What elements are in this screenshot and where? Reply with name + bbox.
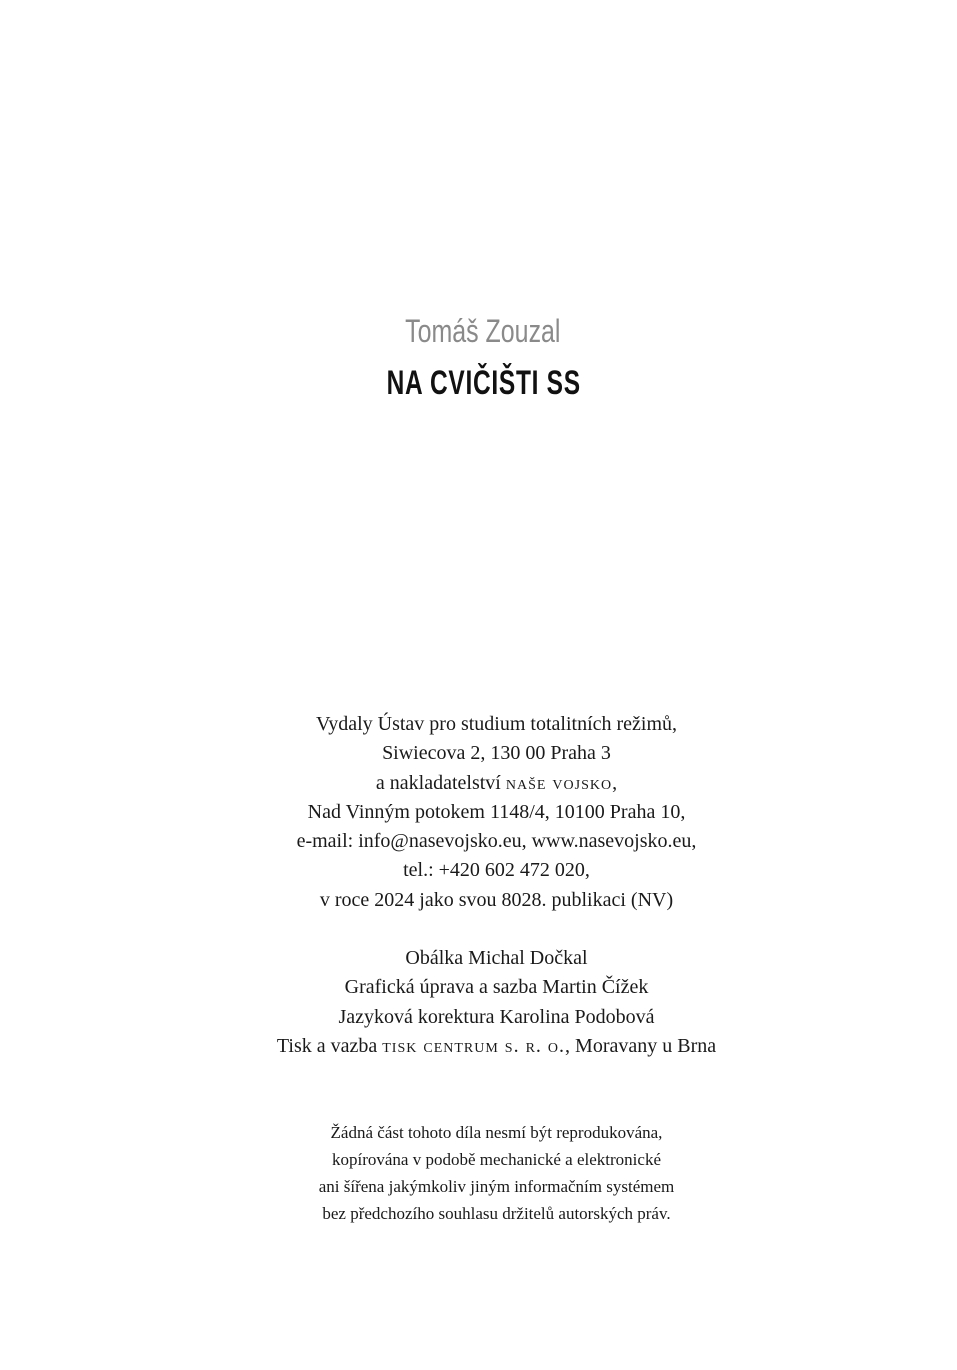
rights-line-2: kopírována v podobě mechanické a elektronické [331,1150,661,1169]
imprint-line-email: e-mail: info@nasevojsko.eu, www.nasevojsko.eu, [296,830,697,853]
imprint-copublisher-prefix: a nakladatelství [375,771,506,794]
imprint-line-publisher: Vydaly Ústav pro studium totalitních režimů, [315,713,678,735]
rights-line-1: Žádná část tohoto díla nesmí být reprodukována, [330,1123,663,1142]
rights-line-3: ani šířena jakýmkoliv jiným informačním systémem [318,1177,675,1196]
credit-print-suffix: , Moravany u Brna [565,1034,717,1057]
book-title: NA CVIČIŠTI SS [386,364,581,402]
imprint-line-phone: tel.: +420 602 472 020, [403,859,590,882]
credit-print [0,1032,957,1061]
credit-proofreading: Jazyková korektura Karolina Podobová [338,1005,655,1028]
imprint-line-copublisher [0,769,957,798]
credit-cover: Obálka Michal Dočkal [405,947,588,969]
credit-design: Grafická úprava a sazba Martin Čížek [344,976,649,999]
imprint-line-year: v roce 2024 jako svou 8028. publikaci (NV) [319,888,674,911]
credits-block [0,944,957,1061]
credit-print-company: tisk centrum s. r. o. [382,1034,566,1057]
imprint-block [0,710,957,915]
rights-notice [0,1119,957,1227]
imprint-line-copublisher-address: Nad Vinným potokem 1148/4, 10100 Praha 10, [307,800,686,823]
imprint-copublisher-name: naše vojsko [505,771,613,794]
imprint-copublisher-suffix: , [612,771,618,794]
credit-print-prefix: Tisk a vazba [276,1034,383,1057]
author-name: Tomáš Zouzal [405,313,561,349]
rights-line-4: bez předchozího souhlasu držitelů autorských práv. [322,1204,671,1223]
imprint-line-address: Siwiecova 2, 130 00 Praha 3 [382,742,611,765]
